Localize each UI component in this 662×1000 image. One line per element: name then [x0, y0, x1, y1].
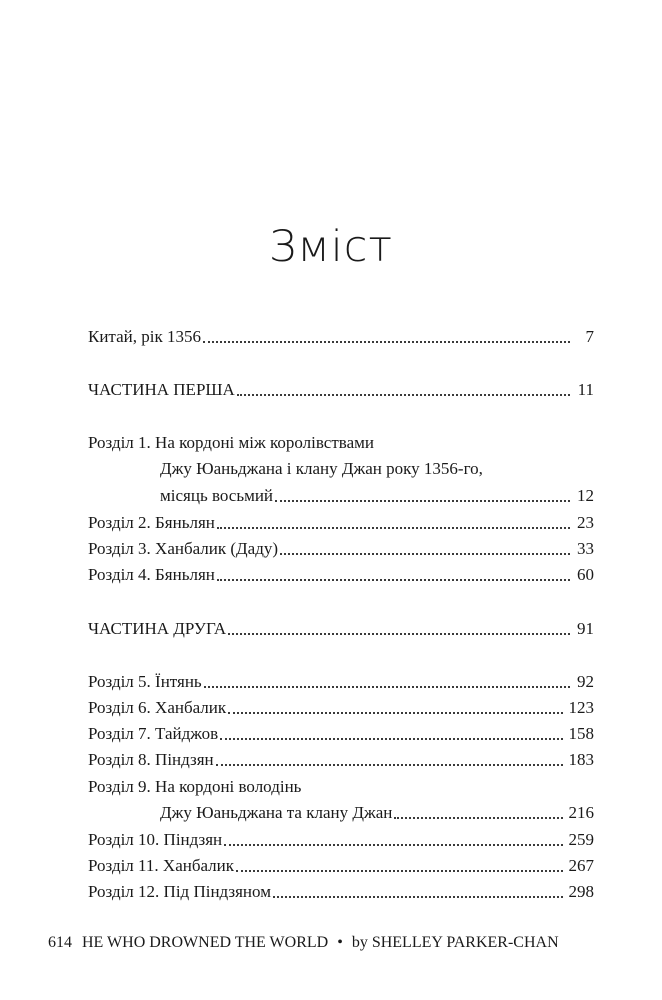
toc-entry-label: місяць восьмий	[160, 486, 274, 505]
toc-entry-label: Джу Юаньджана та клану Джан	[160, 803, 393, 822]
page-title: Зміст	[269, 222, 393, 272]
toc-entry-label: Розділ 7. Тайджов	[88, 724, 219, 743]
footer-author: by SHELLEY PARKER-CHAN	[351, 934, 559, 951]
toc-page-number: 91	[577, 619, 594, 638]
toc-entry-continuation[interactable]	[88, 483, 594, 509]
toc-entry[interactable]	[88, 510, 594, 536]
toc-page-number: 298	[568, 882, 594, 901]
dot-leader	[273, 896, 563, 898]
toc-page-number: 60	[577, 565, 594, 584]
dot-leader	[204, 686, 570, 688]
toc-entry-continuation[interactable]	[88, 800, 594, 826]
toc-entry[interactable]	[88, 827, 594, 853]
toc-page-number: 158	[568, 724, 594, 743]
toc-part-heading[interactable]	[88, 377, 594, 403]
toc-page-number: 11	[577, 380, 594, 399]
toc-entry[interactable]	[88, 747, 594, 773]
toc-entry-label: ЧАСТИНА ПЕРША	[88, 380, 235, 399]
toc-entry-label: Розділ 10. Піндзян	[88, 830, 223, 849]
toc-page-number: 92	[577, 672, 594, 691]
toc-entry-label: Розділ 4. Бяньлян	[88, 565, 215, 584]
toc-entry[interactable]	[88, 853, 594, 879]
dot-leader	[237, 394, 570, 396]
dot-leader	[220, 738, 562, 740]
toc-entry-label: Розділ 8. Піндзян	[88, 750, 214, 769]
dot-leader	[228, 712, 562, 714]
toc-entry-label: Розділ 6. Ханбалик	[88, 698, 227, 717]
dot-leader	[217, 527, 570, 529]
toc-entry[interactable]	[88, 324, 594, 350]
toc-entry-label: Розділ 11. Ханбалик	[88, 856, 235, 875]
dot-leader	[228, 633, 570, 635]
dot-leader	[280, 553, 570, 555]
toc-page-number: 267	[568, 856, 594, 875]
toc-entry-continuation	[88, 456, 594, 482]
toc-page-number: 183	[568, 750, 594, 769]
toc-entry[interactable]	[88, 774, 594, 800]
dot-leader	[224, 844, 562, 846]
toc-entry-label: ЧАСТИНА ДРУГА	[88, 619, 227, 638]
running-footer	[48, 934, 559, 952]
toc-page-number: 123	[568, 698, 594, 717]
toc-entry-label: Розділ 2. Бяньлян	[88, 513, 215, 532]
dot-leader	[275, 500, 570, 502]
toc-entry[interactable]	[88, 669, 594, 695]
toc-entry[interactable]	[88, 562, 594, 588]
toc-page-number: 23	[577, 513, 594, 532]
footer-separator: •	[337, 934, 343, 951]
toc-page-number: 12	[577, 486, 594, 505]
footer-page-number: 614	[48, 934, 72, 951]
toc-page-number: 259	[568, 830, 594, 849]
toc-entry-label: Розділ 9. На кордоні володінь	[88, 777, 302, 796]
footer-book-title: HE WHO DROWNED THE WORLD	[82, 934, 329, 951]
toc-entry[interactable]	[88, 536, 594, 562]
toc-entry-label: Розділ 1. На кордоні між королівствами	[88, 433, 374, 452]
toc-entry-label: Розділ 3. Ханбалик (Даду)	[88, 539, 279, 558]
toc-page-number: 7	[585, 327, 594, 346]
dot-leader	[394, 817, 562, 819]
toc-page-number: 216	[568, 803, 594, 822]
dot-leader	[217, 579, 570, 581]
toc-page-number: 33	[577, 539, 594, 558]
toc-entry[interactable]	[88, 430, 594, 456]
toc-entry-label: Китай, рік 1356	[88, 327, 201, 346]
toc-entry[interactable]	[88, 721, 594, 747]
dot-leader	[236, 870, 562, 872]
toc-entry-label: Розділ 12. Під Піндзяном	[88, 882, 271, 901]
dot-leader	[203, 341, 570, 343]
toc-entry[interactable]	[88, 695, 594, 721]
toc-entry-label: Розділ 5. Їнтянь	[88, 672, 202, 691]
dot-leader	[216, 764, 563, 766]
toc-entry[interactable]	[88, 879, 594, 905]
toc-part-heading[interactable]	[88, 616, 594, 642]
toc-entry-label: Джу Юаньджана і клану Джан року 1356-го,	[160, 459, 483, 478]
